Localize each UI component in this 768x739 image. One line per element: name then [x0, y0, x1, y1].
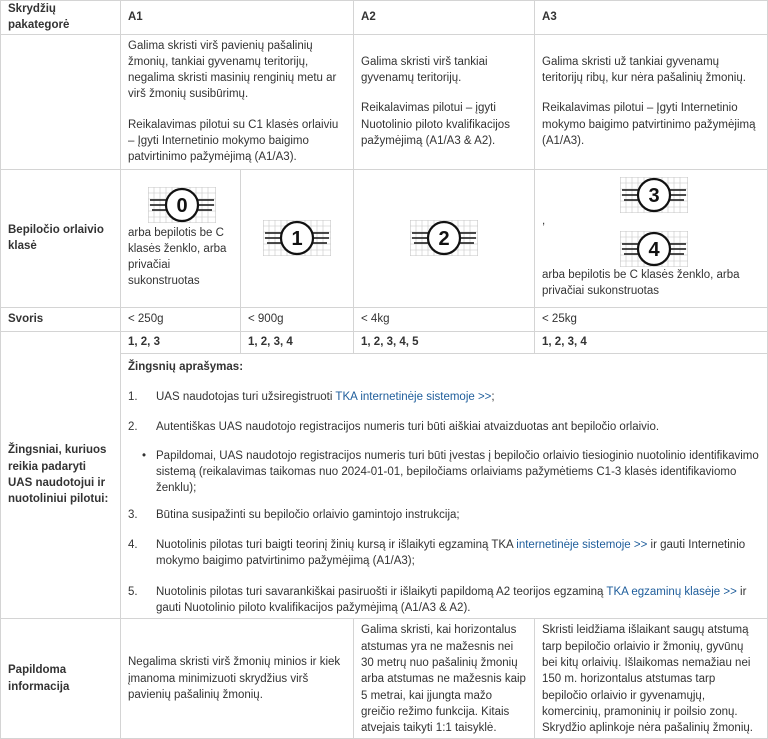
step-4-text: Nuotolinis pilotas turi baigti teorinį žinių kursą ir išlaikyti egzaminą TKA internetinėje sistemoje >> ir gauti Internetinio mokymo baigimo patvirtinimo pažymėjimą (A1/A3); [156, 538, 746, 568]
header-row [1, 1, 768, 35]
a3-description [535, 34, 768, 169]
step-5-number: 5. [128, 585, 138, 598]
c3-class-badge-icon [620, 177, 688, 213]
a1-desc-paragraph: Galima skristi virš pavienių pašalinių žmonių, tankiai gyvenamų teritorijų, negalima skristi masinių renginių metu ar virš žmonių susibūrimų. [128, 39, 337, 101]
step-2-bullet [142, 448, 760, 497]
c1-digit: 1 [291, 228, 303, 251]
step-1-number: 1. [128, 390, 138, 403]
c1-class-badge-icon [263, 220, 331, 256]
empty-cell [1, 34, 121, 169]
class-row [1, 169, 768, 307]
bullet-text: Papildomai, UAS naudotojo registracijos numeris turi būti įvestas į bepiločio orlaivio tiesioginio nuotolinio identifikavimo sistemą (reikalavimas taikomas nuo 2024-01-01, bepiločiams orlaiviams pažymėtiems C1-3 klasės identifikaviomo ženklu); [156, 449, 759, 495]
a3-requirement: Reikalavimas pilotui – Įgyti Internetinio mokymo baigimo patvirtinimo pažymėjimą (A1/A3). [542, 102, 756, 148]
weight-a2: < 4kg [354, 307, 535, 331]
class-c2-cell [354, 169, 535, 307]
a1-description [121, 34, 354, 169]
step-1 [128, 389, 760, 405]
info-a1: Negalima skristi virš žmonių minios ir kiek įmanoma minimizuoti skrydžius virš pavienių pašalinių žmonių. [121, 619, 354, 739]
bullet-dot: • [142, 449, 147, 462]
weight-c1: < 900g [241, 307, 354, 331]
c3-digit: 3 [648, 184, 660, 207]
steps-description [121, 353, 768, 619]
step-3-text: Būtina susipažinti su bepiločio orlaivio gamintojo instrukcija; [156, 508, 460, 521]
exam-class-link[interactable]: TKA egzaminų klasėje >> [606, 585, 737, 598]
header-subcategory: Skrydžių pakategorė [1, 1, 121, 35]
info-a2: Galima skristi, kai horizontalus atstumas yra ne mažesnis nei 30 metrų nuo pašalinių žmonių arba atstumas ne mažesnis kaip 5 metrai, kai įjungta mažo greičio režimo funkcija. Kitais atvejais taikyti 1:1 taisyklė. [354, 619, 535, 739]
class-c1-cell [241, 169, 354, 307]
weight-row [1, 307, 768, 331]
header-a1: A1 [121, 1, 354, 35]
step-3-number: 3. [128, 508, 138, 521]
c4-class-badge-icon [620, 231, 688, 267]
weight-label: Svoris [1, 307, 121, 331]
header-a2: A2 [354, 1, 535, 35]
class-c0-cell [121, 169, 241, 307]
step-2-text: Autentiškas UAS naudotojo registracijos numeris turi būti aiškiai atvaizduotas ant bepiločio orlaivio. [156, 421, 660, 434]
steps-c0: 1, 2, 3 [121, 331, 241, 353]
a2-description [354, 34, 535, 169]
header-a3: A3 [535, 1, 768, 35]
info-a3: Skristi leidžiama išlaikant saugų atstumą tarp bepiločio orlaivio ir žmonių, gyvūnų bei kitų orlaivių. Išlaikomas nemažiau nei 150 m. horizontalus atstumas tarp bepiločio orlaivio ir gyvenamųjų, komercinių, pramoninių ir poilsio zonų. Skrydžio aplinkoje nėra pašalinių žmonių. [535, 619, 768, 739]
step-2-number: 2. [128, 421, 138, 434]
step-3 [128, 507, 760, 523]
a2-requirement: Reikalavimas pilotui – įgyti Nuotolinio piloto kvalifikacijos pažymėjimą (A1/A3 & A2). [361, 102, 510, 148]
steps-label: Žingsniai, kuriuos reikia padaryti UAS naudotojui ir nuotoliniui pilotui: [1, 331, 121, 619]
c2-digit: 2 [438, 228, 450, 251]
a1-requirement: Reikalavimas pilotui su C1 klasės orlaiviu – Įgyti Internetinio mokymo baigimo patvirtinimo pažymėjimą (A1/A3). [128, 118, 339, 164]
badge-separator: , [542, 214, 546, 227]
info-label: Papildoma informacija [1, 619, 121, 739]
steps-c1: 1, 2, 3, 4 [241, 331, 354, 353]
c0-note: arba bepilotis be C klasės ženklo, arba privačiai sukonstruotas [128, 226, 227, 288]
steps-summary-row [1, 331, 768, 353]
step-5-text: Nuotolinis pilotas turi savarankiškai pasiruošti ir išlaikyti papildomą A2 teorijos egzaminą TKA egzaminų klasėje >> ir gauti Nuotolinio piloto kvalifikacijos pažymėjimą (A1/A3 & A2). [156, 585, 747, 614]
c0-class-badge-icon [148, 187, 216, 223]
c4-digit: 4 [648, 238, 660, 261]
steps-a2: 1, 2, 3, 4, 5 [354, 331, 535, 353]
step-5 [128, 584, 760, 617]
step-2 [128, 419, 760, 435]
step-1-text: UAS naudotojas turi užsiregistruoti TKA internetinėje sistemoje >>; [156, 390, 495, 403]
step-4-number: 4. [128, 538, 138, 551]
c3-c4-note: arba bepilotis be C klasės ženklo, arba privačiai sukonstruotas [542, 268, 740, 298]
class-c3-c4-cell [535, 169, 768, 307]
weight-c0: < 250g [121, 307, 241, 331]
internet-system-link[interactable]: internetinėje sistemoje >> [516, 538, 648, 551]
class-row-label: Bepiločio orlaivio klasė [1, 169, 121, 307]
tka-system-link[interactable]: TKA internetinėje sistemoje >> [335, 390, 492, 403]
steps-heading: Žingsnių aprašymas: [128, 360, 244, 373]
steps-a3: 1, 2, 3, 4 [535, 331, 768, 353]
a3-desc-paragraph: Galima skristi už tankiai gyvenamų teritorijų ribų, kur nėra pašalinių žmonių. [542, 55, 746, 85]
a2-desc-paragraph: Galima skristi virš tankiai gyvenamų teritorijų. [361, 55, 488, 85]
c2-class-badge-icon [410, 220, 478, 256]
description-row [1, 34, 768, 169]
c0-digit: 0 [176, 194, 188, 217]
step-4 [128, 537, 760, 570]
weight-a3: < 25kg [535, 307, 768, 331]
